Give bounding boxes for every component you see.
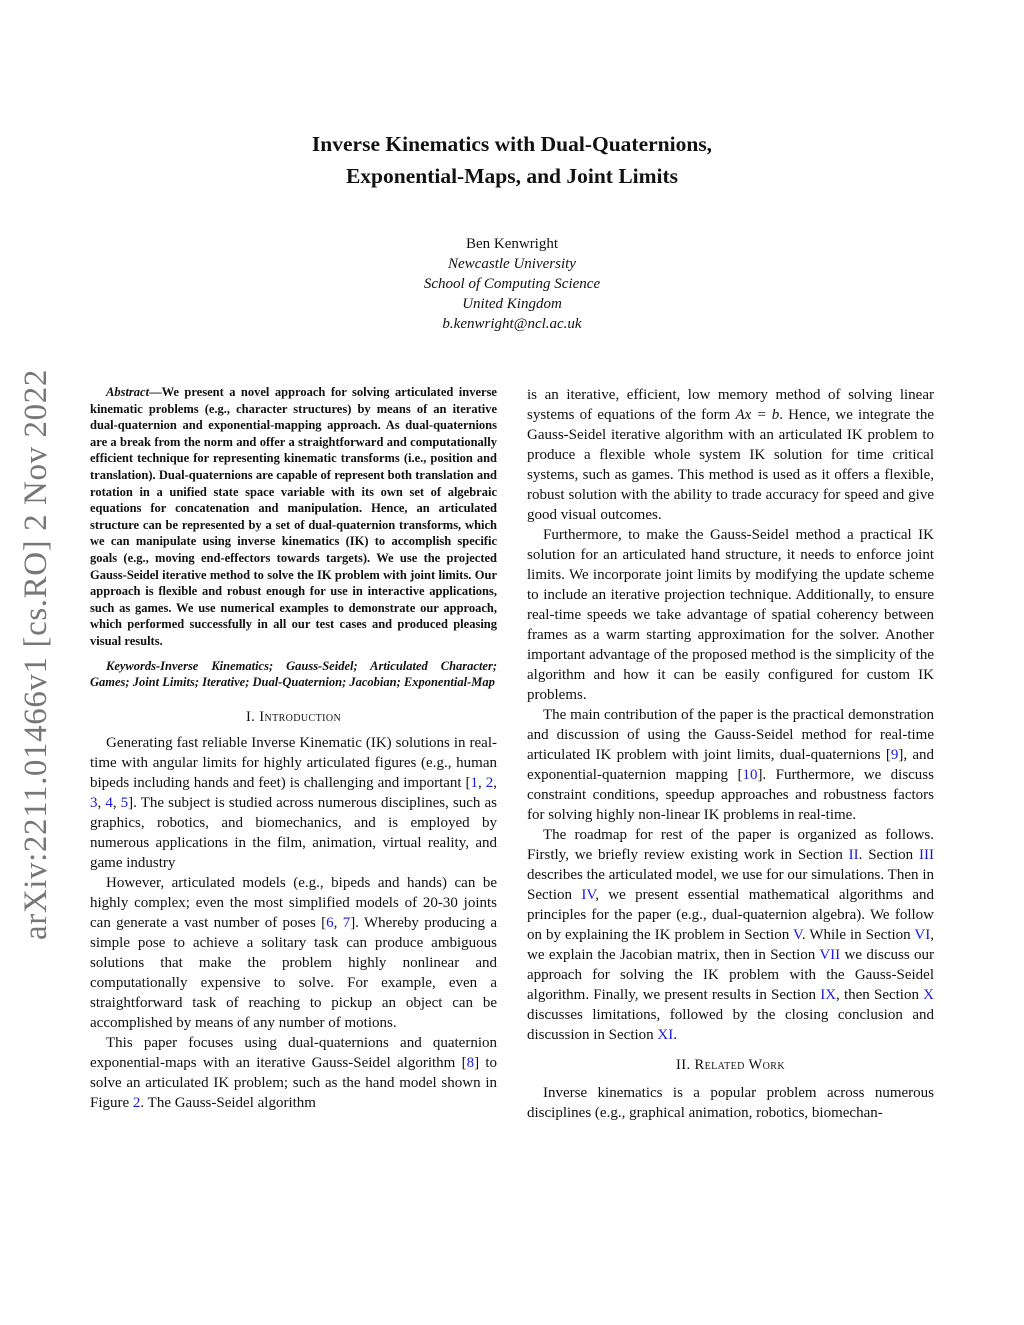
text-span: .	[673, 1027, 677, 1043]
text-span: we discuss our approach for solving the IK problem with the Gauss-Seidel algorithm. Finally, we present results in Section	[527, 947, 934, 1003]
citation-link[interactable]: 9	[890, 747, 899, 763]
section-heading-related-work: II. Related Work	[676, 1057, 785, 1073]
text-span: is an iterative, efficient, low memory method of solving linear systems of equations of the form	[527, 387, 934, 423]
intro-paragraph-6	[527, 825, 934, 1045]
intro-paragraph-3	[90, 1033, 497, 1113]
citation-link[interactable]: 2	[485, 774, 494, 791]
section-link[interactable]: II	[848, 847, 859, 863]
author-email: b.kenwright@ncl.ac.uk	[442, 316, 582, 332]
text-span: ]. Whereby producing a simple pose to achieve a solitary task can produce ambiguous solutions that make the problem highly nonlinear and computationally expensive to solve. For example, even a straightforward task of reaching to pickup an object can be accomplished by means of any number of motions.	[90, 914, 497, 1031]
author-affiliation-university: Newcastle University	[448, 256, 576, 272]
keywords: Keywords-Inverse Kinematics; Gauss-Seidel; Articulated Character; Games; Joint Limits; Iterative; Dual-Quaternion; Jacobian; Exponential-Map	[90, 658, 497, 690]
citation-link[interactable]: 6	[326, 914, 334, 931]
text-span: This paper focuses using dual-quaternions and quaternion exponential-maps with an iterative Gauss-Seidel algorithm [	[90, 1034, 497, 1071]
text-span: . The Gauss-Seidel algorithm	[140, 1094, 316, 1111]
citation-link[interactable]: 10	[742, 767, 758, 783]
section-link[interactable]: X	[923, 987, 934, 1003]
intro-paragraph-5	[527, 705, 934, 825]
text-span: ]. The subject is studied across numerous disciplines, such as graphics, robotics, and biomechanics, and is employed by numerous applications in the film, animation, virtual reality, and game industry	[90, 794, 497, 871]
text-span: ]. Furthermore, we discuss constraint conditions, speedup approaches and robustness factors for solving highly non-linear IK problems in real-time.	[527, 767, 934, 823]
text-span: . Hence, we integrate the Gauss-Seidel iterative algorithm with an articulated IK problem to produce a flexible whole system IK solution for time critical systems, such as games. This method is used as it offers a flexible, robust solution with the ability to trade accuracy for speed and give good visual outcomes.	[527, 407, 935, 523]
citation-link[interactable]: 8	[466, 1054, 475, 1071]
text-span: The main contribution of the paper is the practical demonstration and discussion of using the Gauss-Seidel method for real-time articulated IK problem with joint limits, dual-quaternions [	[527, 707, 934, 763]
citation-link[interactable]: 5	[120, 794, 129, 811]
text-span: . Section	[858, 847, 919, 863]
section-link[interactable]: III	[919, 847, 934, 863]
section-link[interactable]: VI	[914, 927, 931, 943]
equation-inline: Ax = b	[735, 407, 780, 423]
right-column	[527, 385, 934, 1123]
text-span: discusses limitations, followed by the closing conclusion and discussion in Section	[527, 1007, 934, 1043]
abstract-text: —We present a novel approach for solving articulated inverse kinematic problems (e.g., character structures) by means of an iterative dual-quaternion and exponential-mapping approach. As dual-quaternions are a break from the norm and offer a straightforward and computationally efficient technique for representing kinematic transforms (i.e., position and translation). Dual-quaternions are capable of represent both translation and rotation in a unified state space variable with its own set of algebraic equations for concatenation and manipulation. Hence, an articulated structure can be represented by a set of dual-quaternion transforms, which we can manipulate using inverse kinematics (IK) to accomplish specific goals (e.g., moving end-effectors towards targets). We use the projected Gauss-Seidel iterative method to solve the IK problem with joint limits. Our approach is flexible and robust enough for use in interactive applications, such as games. We use numerical examples to demonstrate our approach, which performed successfully in all our test cases and produced pleasing visual results.	[90, 385, 497, 648]
text-span: , we present essential mathematical algorithms and principles for the paper (e.g., dual-quaternion algebra). We follow on by explaining the IK problem in Section	[527, 887, 934, 943]
author-affiliation-school: School of Computing Science	[423, 276, 601, 292]
intro-paragraph-1: Generating fast reliable Inverse Kinematic (IK) solutions in real-time with angular limits for highly articulated figures (e.g., human bipeds including hands and feet) is challenging and important [1, 2, 3, 4, 5]. The subject is studied across numerous disciplines, such as graphics, robotics, and biomechanics, and is employed by numerous applications in the film, animation, virtual reality, and game industry	[90, 734, 498, 871]
text-span: Generating fast reliable Inverse Kinematic (IK) solutions in real-time with angular limits for highly articulated figures (e.g., human bipeds including hands and feet) is challenging and important [	[90, 734, 497, 791]
citation-link[interactable]: 7	[342, 914, 351, 931]
author-name: Ben Kenwright	[465, 236, 559, 252]
section-link[interactable]: IV	[581, 887, 596, 903]
text-span: , we explain the Jacobian matrix, then in Section	[527, 927, 934, 963]
left-column	[90, 384, 497, 1113]
abstract-lead: Abstract	[106, 385, 150, 399]
section-heading-introduction: I. Introduction	[245, 708, 342, 725]
text-span: describes the articulated model, we use for our simulations. Then in Section	[527, 867, 934, 903]
section-link[interactable]: IX	[820, 987, 837, 1003]
author-block	[0, 234, 1024, 334]
section-link[interactable]: XI	[657, 1027, 674, 1043]
title-line-2: Exponential-Maps, and Joint Limits	[345, 164, 679, 188]
text-span: . While in Section	[801, 927, 915, 943]
section-link[interactable]: V	[792, 927, 802, 943]
text-span: However, articulated models (e.g., bipeds and hands) can be highly complex; even the most simplified models of 20-30 joints can generate a vast number of poses [	[90, 874, 497, 931]
text-span: ], and exponential-quaternion mapping [	[527, 747, 934, 783]
figure-link[interactable]: 2	[132, 1094, 141, 1111]
text-span: , then Section	[836, 987, 924, 1003]
arxiv-stamp: arXiv:2211.01466v1 [cs.RO] 2 Nov 2022	[18, 369, 54, 941]
author-country: United Kingdom	[462, 296, 562, 312]
intro-paragraph-2: However, articulated models (e.g., bipeds and hands) can be highly complex; even the most simplified models of 20-30 joints can generate a vast number of poses [6, 7]. Whereby producing a simple pose to achieve a solitary task can produce ambiguous solutions that make the problem highly nonlinear and computationally expensive to solve. For example, even a straightforward task of reaching to pickup an object can be accomplished by means of any number of motions.	[90, 874, 497, 1031]
citation-link[interactable]: 4	[105, 794, 113, 811]
paper-title	[0, 128, 1024, 192]
related-work-paragraph-1: Inverse kinematics is a popular problem across numerous disciplines (e.g., graphical animation, robotics, biomechan-	[527, 1085, 934, 1121]
text-span: ] to solve an articulated IK problem; such as the hand model shown in Figure	[90, 1054, 497, 1111]
citation-link[interactable]: 3	[90, 794, 98, 811]
text-span: The roadmap for rest of the paper is organized as follows. Firstly, we briefly review existing work in Section	[527, 827, 934, 863]
intro-paragraph-3-continued	[527, 385, 934, 525]
abstract	[90, 384, 497, 650]
citation-link[interactable]: 1	[470, 774, 479, 791]
title-line-1: Inverse Kinematics with Dual-Quaternions,	[311, 132, 713, 156]
section-link[interactable]: VII	[819, 947, 841, 963]
intro-paragraph-4: Furthermore, to make the Gauss-Seidel method a practical IK solution for an articulated hand structure, it needs to enforce joint limits. We incorporate joint limits by modifying the update scheme to include an iterative projection technique. Additionally, to ensure real-time speeds we take advantage of spatial coherency between frames as a warm starting approximation for the solver. Another important advantage of the proposed method is the simplicity of the algorithm and how it can be easily configured for custom IK problems.	[527, 527, 934, 703]
